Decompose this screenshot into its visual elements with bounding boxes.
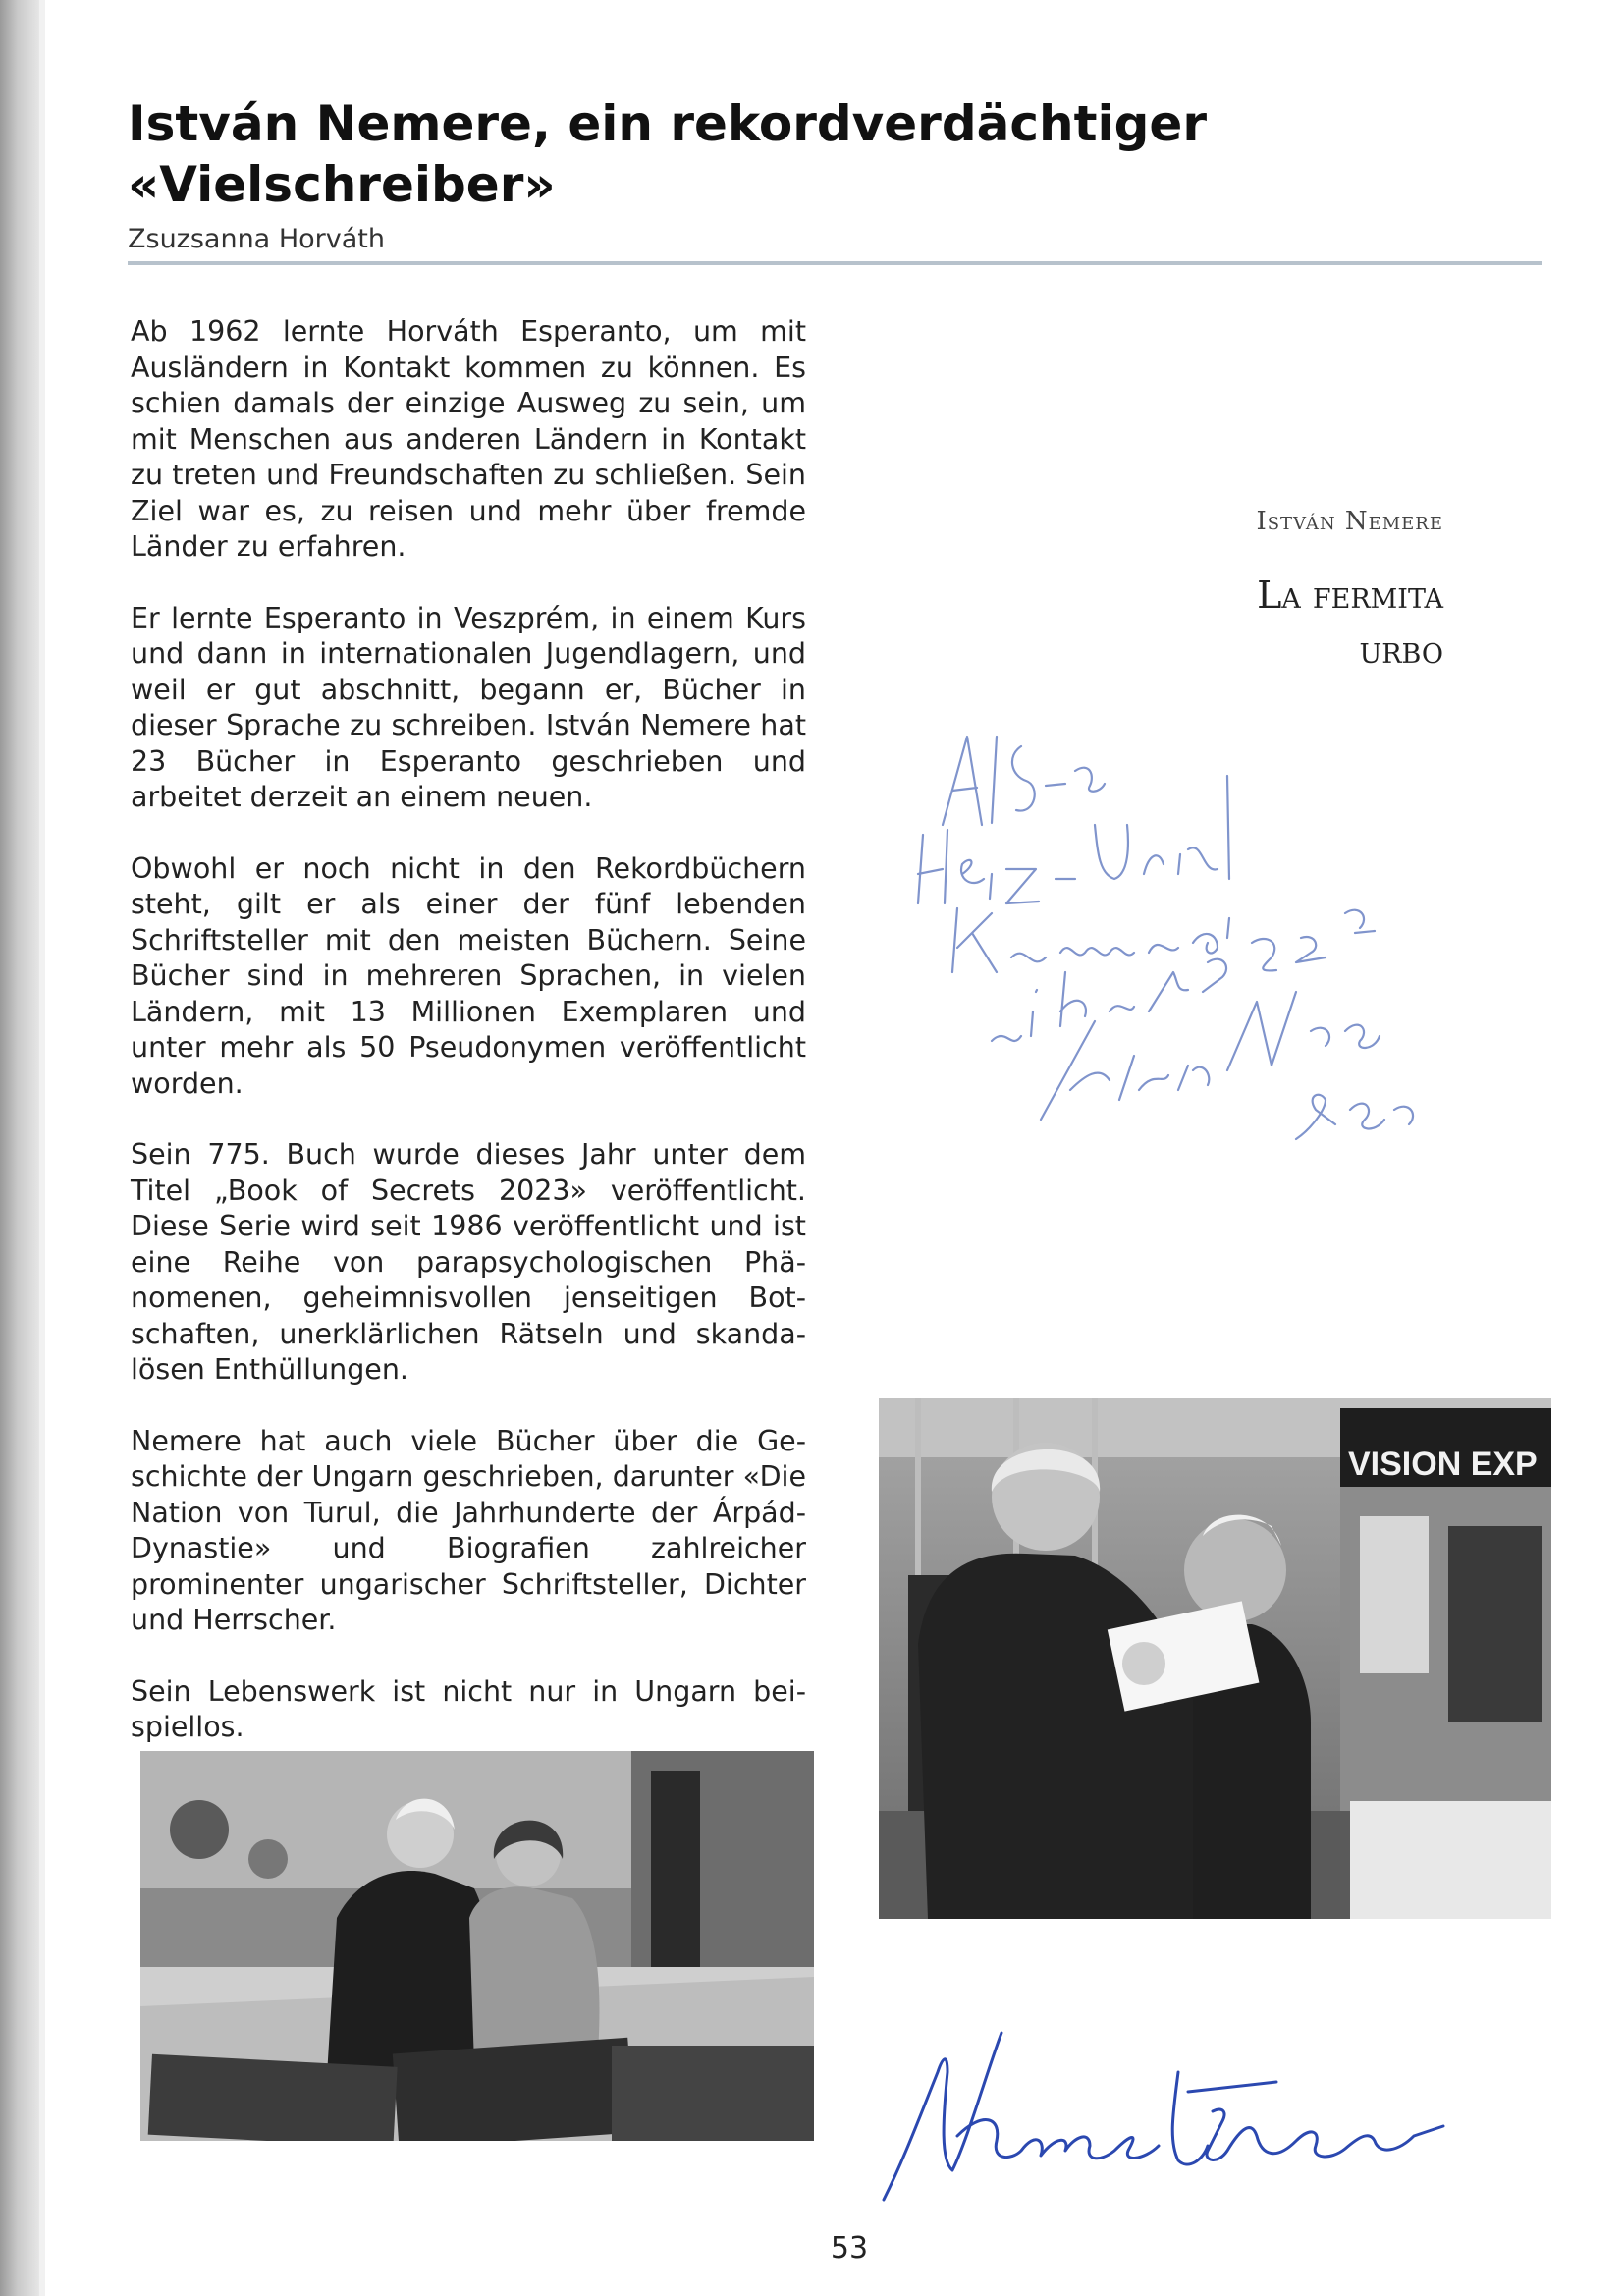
paragraph-1: Ab 1962 lernte Horváth Esperanto, um mit Ausländern in Kontakt kommen zu können. Es schien damals der einzige Ausweg zu sein, um mit Menschen aus anderen Ländern in Kontakt zu treten und Freundschaften zu schließen. Sein Ziel war es, zu reisen und mehr über fremde Länder zu erfahren. [131,315,806,563]
article-author: Zsuzsanna Horváth [128,224,385,254]
binding-gutter-shadow [0,0,39,2296]
author-signature [864,2013,1473,2210]
title-rule [128,261,1542,265]
photo-author-interview-image [140,1751,814,2141]
page-number: 53 [830,2231,869,2266]
book-cover-title-line-1: La fermita [1257,574,1443,617]
paragraph-2: Er lernte Esperanto in Veszprém, in einem Kurs und dann in internationalen Jugendlagern, und weil er gut abschnitt, begann er, Bücher in dieser Sprache zu schreiben. István Nemere hat 23 Bücher in Esperanto geschrieben und arbeitet derzeit an einem neuen. [131,601,806,813]
photo-author-signing [879,1398,1551,1919]
paragraph-5: Nemere hat auch viele Bücher über die Geschichte der Ungarn geschrieben, darunter «Die Nation von Turul, die Jahrhunderte der Árpád-Dynastie» und Biografien zahlreicher prominenter ungarischer Schriftsteller, Dichter und Herrscher. [131,1424,806,1636]
book-cover-title-line-2: urbo [1359,629,1443,672]
book-cover-author: István Nemere [1256,507,1443,536]
photo-author-signing-image [879,1398,1551,1919]
binding-gutter-edge [39,0,45,2296]
paragraph-3: Obwohl er noch nicht in den Rekordbüchern steht, gilt er als einer der fünf lebenden Schriftsteller mit den meisten Büchern. Seine Bücher sind in mehreren Sprachen, in vielen Ländern, mit 13 Millionen Exemplaren und unter mehr als 50 Pseudonymen veröffentlicht worden. [131,851,806,1100]
paragraph-4: Sein 775. Buch wurde dieses Jahr unter dem Titel „Book of Secrets 2023» veröffentlicht. Diese Serie wird seit 1986 veröffentlicht und ist eine Reihe von parapsychologischen Phänomenen, geheimnisvollen jenseitigen Botschaften, unerklärlichen Rätseln und skandalösen Enthüllungen. [131,1138,806,1386]
handwritten-dedication [864,678,1453,1149]
photo-author-interview [140,1751,814,2141]
shop-sign-text: VISION EXP [1348,1446,1538,1483]
article-title: István Nemere, ein rekordverdächtiger «Vielschreiber» [128,95,1207,213]
book-cover-title [1159,568,1443,678]
article-body [131,314,806,1781]
paragraph-6: Sein Lebenswerk ist nicht nur in Ungarn beispiellos. [131,1674,806,1743]
